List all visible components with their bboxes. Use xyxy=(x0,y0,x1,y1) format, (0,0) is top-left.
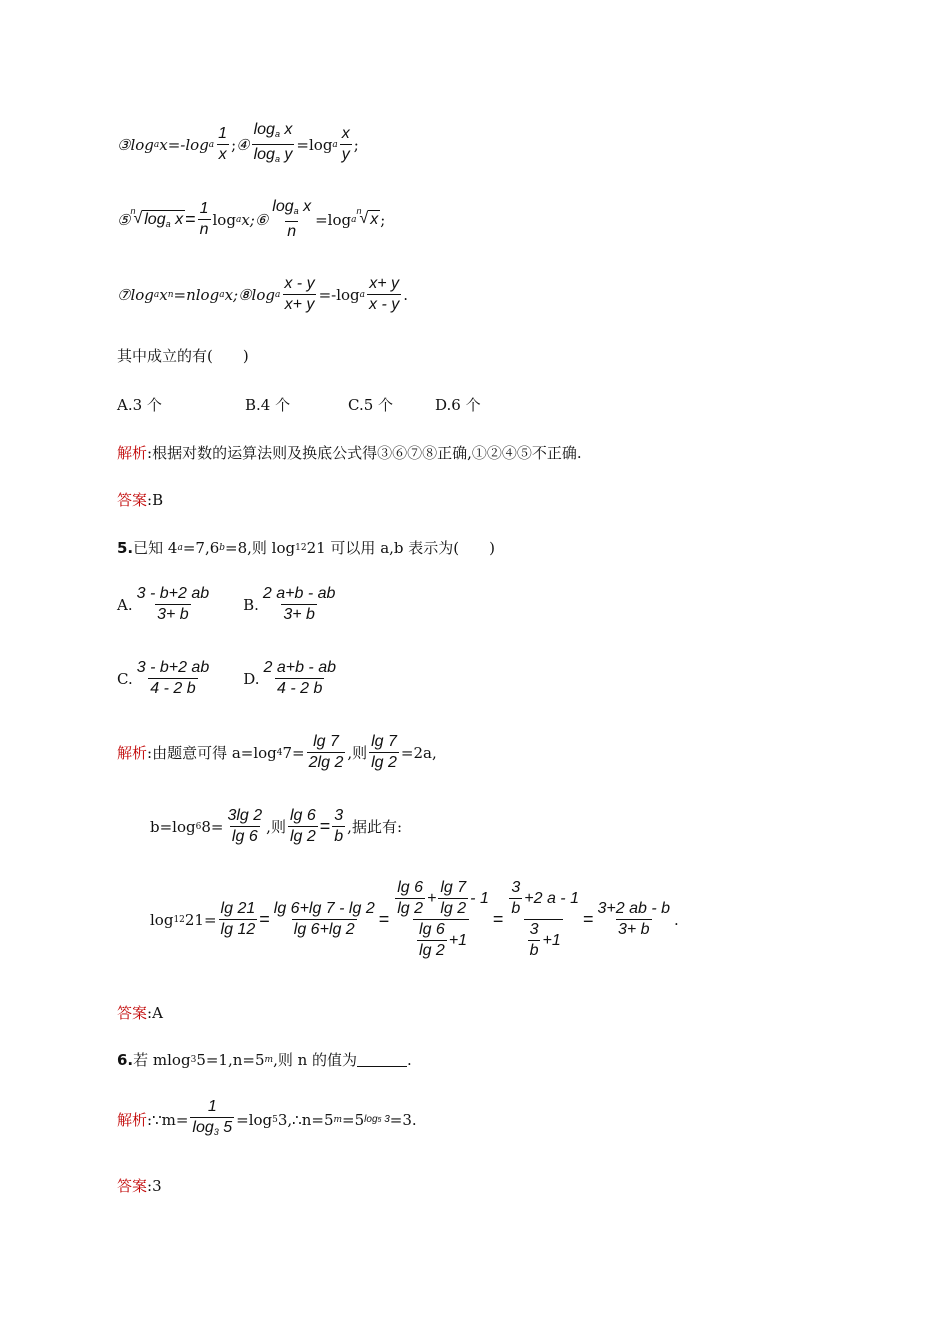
answer-label: 答案 xyxy=(117,1004,148,1022)
compound-fraction: $\frac{3}{b}$ +2 a - 1 $\frac{3}{b}$ +1 xyxy=(511,879,579,959)
solution-5-line-3: log 12 21= $\frac{\lg 21}{\lg 12}$ = $\frac{\lg 6+\lg 7 - \lg 2}{\lg 6+\lg 2}$ = $\frac{\lg 6}{\lg 2}$ + $\frac{\lg 7}{\lg 2}$ - 1 $\frac{\lg 6}{\lg 2}$ +1 = $\frac{3}{b}$ +2 a - 1 $\frac{3}{b}$ +1 = $\frac{3+2 ab - b}{3+ b}$ . xyxy=(150,879,679,959)
question-5-options-cd: C. $\frac{3 - b+2 ab}{4 - 2 b}$ D. $\frac{2 a+b - ab}{4 - 2 b}$ xyxy=(117,659,336,697)
solution-4: 解析 :根据对数的运算法则及换底公式得③⑥⑦⑧正确,①②④⑤不正确. xyxy=(117,444,582,462)
fraction: $\frac{3}{b}$ xyxy=(334,807,344,845)
fraction: $\frac{\lg 7}{\lg 2}$ xyxy=(371,733,397,771)
fraction: $\frac{\lg 6}{\lg 2}$ xyxy=(289,807,316,845)
solution-label: 解析 xyxy=(117,444,148,462)
fraction: $\frac{1}{\log_3 5}$ xyxy=(190,1097,234,1142)
fraction: $\frac{3\lg 2}{\lg 6}$ xyxy=(227,807,263,845)
option-d-fraction: $\frac{2 a+b - ab}{4 - 2 b}$ xyxy=(263,659,336,697)
fraction: $\frac{\lg 6+\lg 7 - \lg 2}{\lg 6+\lg 2}$ xyxy=(273,900,375,938)
fraction: $\frac{1}{x}$ xyxy=(218,125,228,163)
question-6: 6. 若 mlog 3 5=1,n=5 m ,则 n 的值为 . xyxy=(117,1050,412,1069)
solution-label: 解析 xyxy=(117,744,148,762)
option-b: B.4 个 xyxy=(245,396,291,414)
fraction: $\frac{\log_a x}{n}$ xyxy=(272,198,312,240)
fraction: $\frac{\lg 21}{\lg 12}$ xyxy=(220,900,256,938)
option-d: D.6 个 xyxy=(435,396,481,414)
formula-line-7-8: ⑦log a x n =nlog a x; ⑧log a $\frac{x - y}{x+ y}$ =-log a $\frac{x+ y}{x - y}$ . xyxy=(117,275,409,313)
fraction: $\frac{x+ y}{x - y}$ xyxy=(369,275,400,313)
fraction: $\frac{\log_a x}{\log_a y}$ xyxy=(252,120,295,169)
solution-5-line-2: b=log 6 8= $\frac{3\lg 2}{\lg 6}$ ,则 $\frac{\lg 6}{\lg 2}$ = $\frac{3}{b}$ ,据此有: xyxy=(150,807,402,845)
question-4-prompt: 其中成立的有( ) xyxy=(117,347,249,365)
fraction: $\frac{1}{n}$ xyxy=(199,200,209,238)
question-4-options xyxy=(117,394,481,415)
fraction: $\frac{x - y}{x+ y}$ xyxy=(284,275,315,313)
nth-root: n √ $\log_a x$ xyxy=(130,206,184,229)
nth-root: n √ x xyxy=(356,206,379,228)
option-a: A.3 个 xyxy=(117,396,162,414)
answer-label: 答案 xyxy=(117,491,148,509)
answer-5: 答案 :A xyxy=(117,1003,163,1022)
option-a-fraction: $\frac{3 - b+2 ab}{3+ b}$ xyxy=(136,585,210,623)
answer-4: 答案 :B xyxy=(117,490,164,509)
question-5: 5. 已知 4 a =7,6 b =8,则 log 12 21 可以用 a,b 表示为( ) xyxy=(117,538,495,557)
option-c-fraction: $\frac{3 - b+2 ab}{4 - 2 b}$ xyxy=(136,659,210,697)
option-b-fraction: $\frac{2 a+b - ab}{3+ b}$ xyxy=(262,585,336,623)
solution-label: 解析 xyxy=(117,1111,148,1129)
answer-6: 答案 :3 xyxy=(117,1176,162,1195)
solution-6: 解析 :∵m= $\frac{1}{\log_3 5}$ =log 5 3,∴n=5 m =5 log5 3 =3. xyxy=(117,1097,417,1142)
answer-label: 答案 xyxy=(117,1177,148,1195)
question-5-options-ab: A. $\frac{3 - b+2 ab}{3+ b}$ B. $\frac{2 a+b - ab}{3+ b}$ xyxy=(117,585,336,623)
fraction: $\frac{3+2 ab - b}{3+ b}$ xyxy=(597,900,670,938)
formula-line-5-6: ⑤ n √ $\log_a x$ = $\frac{1}{n}$ log a x; ⑥ $\frac{\log_a x}{n}$ =log a n √ x ; xyxy=(117,198,386,240)
compound-fraction: $\frac{\lg 6}{\lg 2}$ + $\frac{\lg 7}{\lg 2}$ - 1 $\frac{\lg 6}{\lg 2}$ +1 xyxy=(397,879,489,959)
answer-blank xyxy=(357,1052,407,1067)
solution-5-line-1: 解析 :由题意可得 a=log 4 7= $\frac{\lg 7}{2\lg 2}$ ,则 $\frac{\lg 7}{\lg 2}$ =2a, xyxy=(117,733,437,771)
fraction: $\frac{x}{y}$ xyxy=(341,125,350,163)
formula-line-3-4: ③log a x=-log a $\frac{1}{x}$ ; ④ $\frac{\log_a x}{\log_a y}$ =log a $\frac{x}{y}$ ; xyxy=(117,120,359,169)
fraction: $\frac{\lg 7}{2\lg 2}$ xyxy=(308,733,344,771)
option-c: C.5 个 xyxy=(348,396,394,414)
